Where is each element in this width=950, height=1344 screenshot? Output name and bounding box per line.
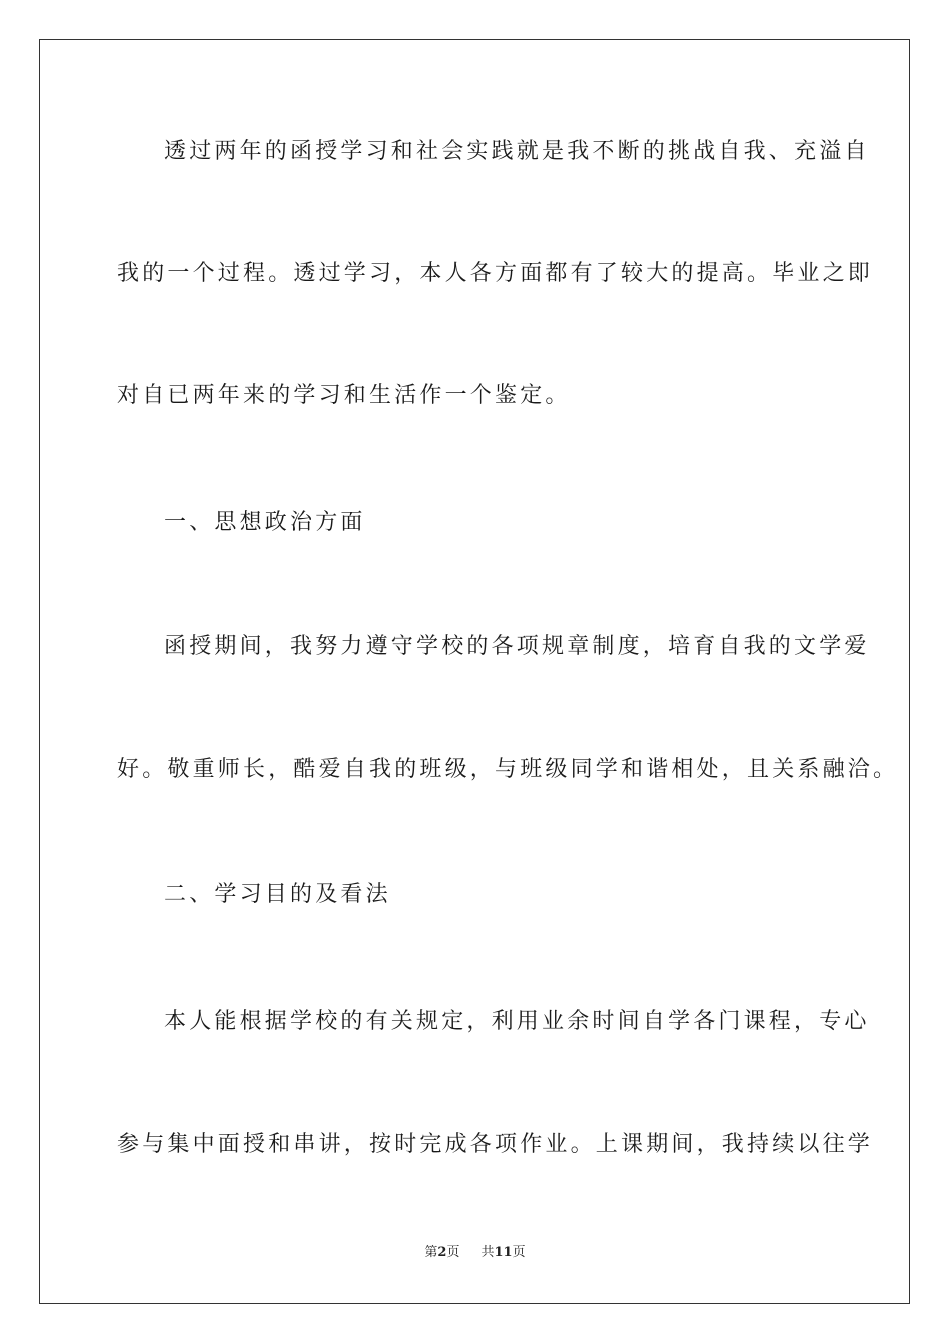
- paragraph-1-line-3: 对自已两年来的学习和生活作一个鉴定。: [117, 383, 571, 408]
- page-number: 2: [437, 1245, 447, 1260]
- page-suffix: 页: [446, 1245, 460, 1260]
- paragraph-3-line-1: 本人能根据学校的有关规定，利用业余时间自学各门课程，专心: [164, 1009, 870, 1034]
- section-heading-2: 二、学习目的及看法: [164, 882, 391, 907]
- paragraph-1-line-2: 我的一个过程。透过学习，本人各方面都有了较大的提高。毕业之即: [117, 261, 874, 286]
- paragraph-3-line-2: 参与集中面授和串讲，按时完成各项作业。上课期间，我持续以往学: [117, 1132, 874, 1157]
- page-border: [39, 39, 910, 1304]
- page-footer: [0, 1244, 950, 1262]
- total-pages: 11: [494, 1245, 513, 1260]
- total-suffix: 页: [512, 1245, 526, 1260]
- page-prefix: 第: [424, 1245, 438, 1260]
- paragraph-2-line-2: 好。敬重师长，酷爱自我的班级，与班级同学和谐相处，且关系融洽。: [117, 757, 899, 782]
- paragraph-2-line-1: 函授期间，我努力遵守学校的各项规章制度，培育自我的文学爱: [164, 634, 870, 659]
- total-prefix: 共: [481, 1245, 495, 1260]
- section-heading-1: 一、思想政治方面: [164, 510, 366, 535]
- paragraph-1-line-1: 透过两年的函授学习和社会实践就是我不断的挑战自我、充溢自: [164, 139, 870, 164]
